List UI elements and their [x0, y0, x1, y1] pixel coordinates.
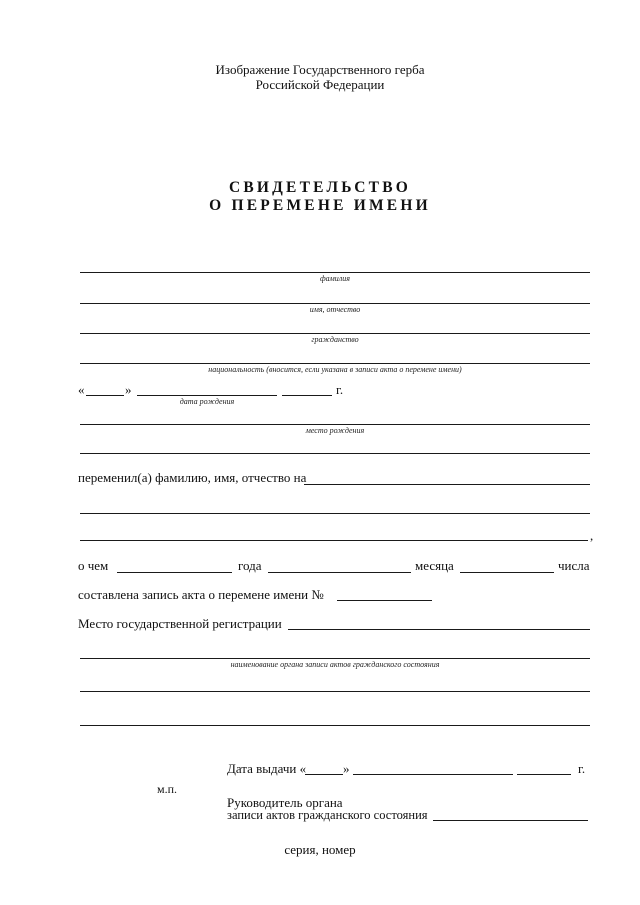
nationality-field[interactable] [80, 363, 590, 364]
name-patronymic-field[interactable] [80, 303, 590, 304]
birth-day-field[interactable] [86, 395, 124, 396]
surname-caption: фамилия [320, 274, 350, 283]
issue-year-field[interactable] [517, 774, 571, 775]
issue-year-suffix: г. [578, 761, 586, 776]
stamp-place-label: м.п. [157, 782, 178, 796]
citizenship-field[interactable] [80, 333, 590, 334]
nationality-caption: национальность (вносится, если указана в записи акта о перемене имени) [208, 365, 462, 374]
birth-place-caption: место рождения [305, 426, 365, 435]
signature-field[interactable] [433, 820, 588, 821]
record-number-label: составлена запись акта о перемене имени № [78, 587, 324, 602]
issue-date-label: Дата выдачи « [227, 761, 307, 776]
surname-field[interactable] [80, 272, 590, 273]
birth-date-open-quote: « [78, 382, 85, 397]
document-title-line1: СВИДЕТЕЛЬСТВО [228, 179, 411, 196]
coat-of-arms-caption-line1: Изображение Государственного герба [215, 62, 425, 77]
name-patronymic-caption: имя, отчество [309, 305, 361, 314]
day-word: числа [558, 558, 590, 573]
new-name-field-3[interactable] [80, 540, 588, 541]
registry-head-label-line2: записи актов гражданского состояния [227, 808, 428, 822]
document-title-line2: О ПЕРЕМЕНЕ ИМЕНИ [209, 197, 431, 214]
about-what-label: о чем [78, 558, 109, 573]
birth-place-field-2[interactable] [80, 453, 590, 454]
coat-of-arms-caption-line2: Российской Федерации [255, 77, 385, 92]
birth-month-field[interactable] [137, 395, 277, 396]
birth-date-close-quote: » [125, 382, 132, 397]
changed-name-label: переменил(а) фамилию, имя, отчество на [78, 470, 307, 485]
issue-date-close-quote: » [343, 761, 350, 776]
citizenship-caption: гражданство [311, 335, 359, 344]
registry-office-field-2[interactable] [80, 691, 590, 692]
registry-office-field[interactable] [80, 658, 590, 659]
new-name-field-2[interactable] [80, 513, 590, 514]
series-number-label: серия, номер [284, 842, 356, 857]
registration-place-field[interactable] [288, 629, 590, 630]
record-month-field[interactable] [268, 572, 411, 573]
issue-month-field[interactable] [353, 774, 513, 775]
registration-place-label: Место государственной регистрации [78, 616, 282, 631]
year-word: года [238, 558, 262, 573]
new-name-field[interactable] [304, 484, 590, 485]
birth-year-suffix: г. [336, 382, 344, 397]
issue-day-field[interactable] [305, 774, 343, 775]
record-number-field[interactable] [337, 600, 432, 601]
registry-office-field-3[interactable] [80, 725, 590, 726]
record-day-field[interactable] [460, 572, 554, 573]
registry-office-caption: наименование органа записи актов гражданского состояния [230, 660, 440, 669]
registry-head-label-line1: Руководитель органа [227, 795, 343, 810]
birth-year-field[interactable] [282, 395, 332, 396]
birth-place-field[interactable] [80, 424, 590, 425]
birth-date-caption: дата рождения [179, 397, 235, 406]
new-name-comma: , [590, 528, 594, 543]
month-word: месяца [415, 558, 454, 573]
record-year-field[interactable] [117, 572, 232, 573]
